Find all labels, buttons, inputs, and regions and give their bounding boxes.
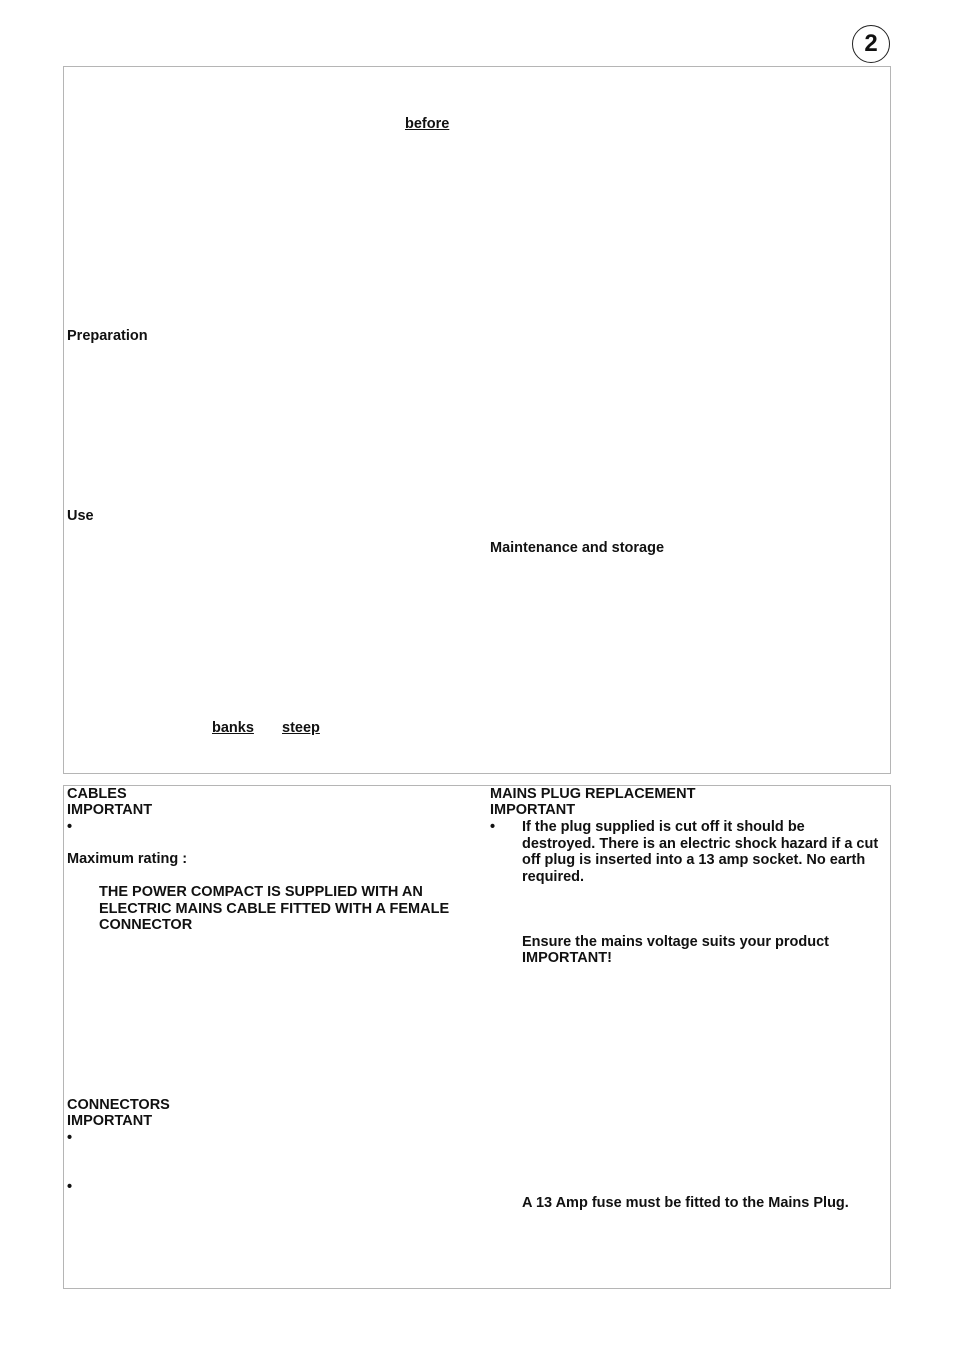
preparation-heading: Preparation [67,328,148,344]
voltage-note: Ensure the mains voltage suits your product [522,934,829,950]
before-emphasis: before [405,116,450,132]
cables-heading: CABLES [67,786,127,802]
voltage-important: IMPORTANT! [522,950,612,966]
connectors-bullet-2: • [67,1179,73,1195]
use-heading: Use [67,508,94,524]
connectors-bullet-1: • [67,1130,73,1146]
connectors-heading: CONNECTORS [67,1097,170,1113]
mains-plug-heading: MAINS PLUG REPLACEMENT [490,786,696,802]
mains-plug-important: IMPORTANT [490,802,576,818]
banks-emphasis: banks [212,720,254,736]
cables-important: IMPORTANT [67,802,153,818]
plug-warning: If the plug supplied is cut off it should be destroyed. There is an electric shock hazard if a cut off plug is inserted into a 13 amp socket. No earth required. [522,819,879,885]
page-number: 2 [852,25,890,63]
cables-bullet: • [67,819,73,835]
steep-emphasis: steep [282,720,320,736]
fuse-note: A 13 Amp fuse must be fitted to the Mains Plug. [522,1195,849,1211]
mains-plug-bullet: • [490,819,496,835]
instructions-panel [63,66,891,774]
supply-note: THE POWER COMPACT IS SUPPLIED WITH AN ELECTRIC MAINS CABLE FITTED WITH A FEMALE CONNECTOR [99,884,450,933]
connectors-important: IMPORTANT [67,1113,153,1129]
max-rating-label: Maximum rating : [67,851,188,867]
maintenance-heading: Maintenance and storage [490,540,665,556]
